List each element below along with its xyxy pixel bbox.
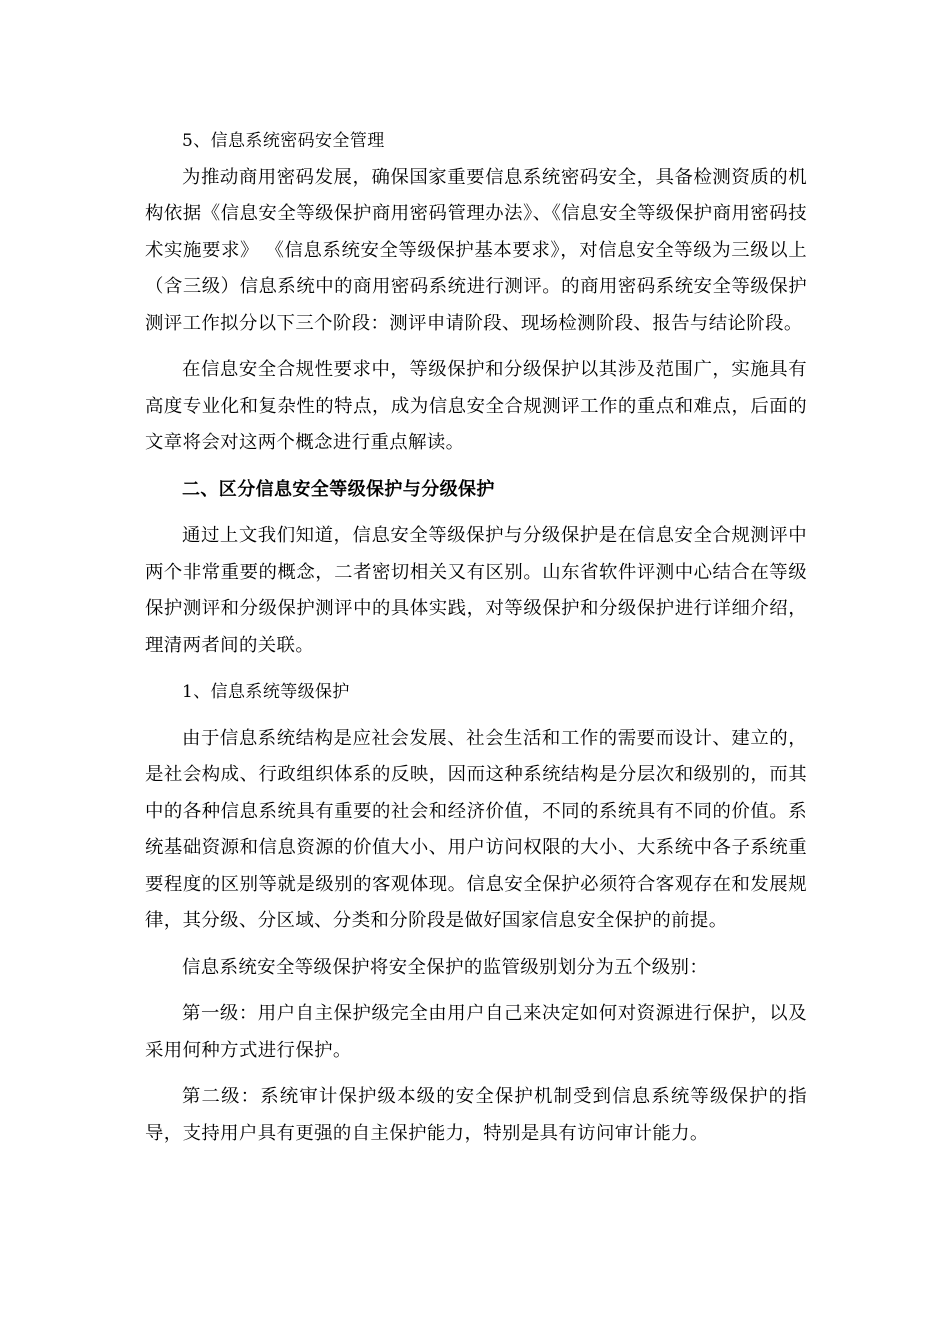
paragraph-compliance-focus: 在信息安全合规性要求中，等级保护和分级保护以其涉及范围广，实施具有高度专业化和复杂性的特点，成为信息安全合规测评工作的重点和难点，后面的文章将会对这两个概念进行重点解读。 <box>145 359 807 453</box>
subsection-heading-level-protection: 1、信息系统等级保护 <box>182 682 350 702</box>
paragraph-level-two: 第二级：系统审计保护级本级的安全保护机制受到信息系统等级保护的指导，支持用户具有更强的自主保护能力，特别是具有访问审计能力。 <box>145 1086 807 1144</box>
paragraph-crypto-evaluation: 为推动商用密码发展，确保国家重要信息系统密码安全，具备检测资质的机构依据《信息安全等级保护商用密码管理办法》、《信息安全等级保护商用密码技术实施要求》 《信息系统安全等级保护基本要求》，对信息安全等级为三级以上（含三级）信息系统中的商用密码系统进行测评。的商用密码系统安全等级保护测评工作拟分以下三个阶段：测评申请阶段、现场检测阶段、报告与结论阶段。 <box>145 166 807 334</box>
paragraph-introduction: 通过上文我们知道，信息安全等级保护与分级保护是在信息安全合规测评中两个非常重要的概念，二者密切相关又有区别。山东省软件评测中心结合在等级保护测评和分级保护测评中的具体实践，对等级保护和分级保护进行详细介绍，理清两者间的关联。 <box>145 525 807 656</box>
paragraph-system-structure: 由于信息系统结构是应社会发展、社会生活和工作的需要而设计、建立的，是社会构成、行政组织体系的反映，因而这种系统结构是分层次和级别的，而其中的各种信息系统具有重要的社会和经济价值，不同的系统具有不同的价值。系统基础资源和信息资源的价值大小、用户访问权限的大小、大系统中各子系统重要程度的区别等就是级别的客观体现。信息安全保护必须符合客观存在和发展规律，其分级、分区域、分类和分阶段是做好国家信息安全保护的前提。 <box>145 727 807 931</box>
section-heading-crypto-management: 5、信息系统密码安全管理 <box>182 131 385 151</box>
paragraph-level-one: 第一级：用户自主保护级完全由用户自己来决定如何对资源进行保护，以及采用何种方式进行保护。 <box>145 1003 807 1061</box>
document-body <box>145 123 807 1152</box>
paragraph-five-levels: 信息系统安全等级保护将安全保护的监管级别划分为五个级别： <box>182 956 709 978</box>
section-heading-level-vs-classified: 二、区分信息安全等级保护与分级保护 <box>182 478 495 500</box>
